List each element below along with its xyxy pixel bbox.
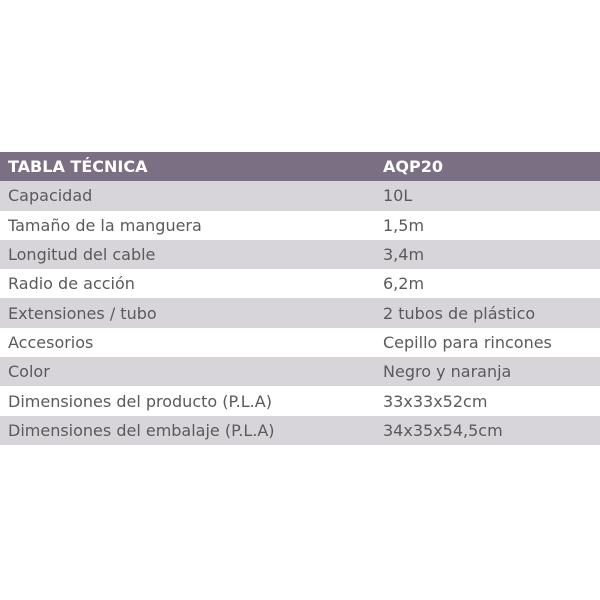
row-label: Color xyxy=(0,357,383,386)
row-value: Cepillo para rincones xyxy=(383,328,600,357)
table-row xyxy=(0,386,600,415)
row-label: Tamaño de la manguera xyxy=(0,211,383,240)
row-label: Capacidad xyxy=(0,181,383,210)
row-value: 1,5m xyxy=(383,211,600,240)
row-label: Dimensiones del embalaje (P.L.A) xyxy=(0,416,383,445)
row-label: Radio de acción xyxy=(0,269,383,298)
row-label: Dimensiones del producto (P.L.A) xyxy=(0,386,383,415)
row-value: 34x35x54,5cm xyxy=(383,416,600,445)
table-row xyxy=(0,240,600,269)
table-row xyxy=(0,298,600,327)
row-value: Negro y naranja xyxy=(383,357,600,386)
row-label: Longitud del cable xyxy=(0,240,383,269)
spec-table-header-row xyxy=(0,152,600,181)
table-row xyxy=(0,416,600,445)
spec-table-header-label: TABLA TÉCNICA xyxy=(0,152,383,181)
row-label: Accesorios xyxy=(0,328,383,357)
spec-table xyxy=(0,152,600,445)
spec-table-header-model: AQP20 xyxy=(383,152,600,181)
table-row xyxy=(0,328,600,357)
row-value: 6,2m xyxy=(383,269,600,298)
row-label: Extensiones / tubo xyxy=(0,298,383,327)
table-row xyxy=(0,211,600,240)
table-row xyxy=(0,181,600,210)
row-value: 2 tubos de plástico xyxy=(383,298,600,327)
row-value: 3,4m xyxy=(383,240,600,269)
row-value: 33x33x52cm xyxy=(383,386,600,415)
table-row xyxy=(0,269,600,298)
row-value: 10L xyxy=(383,181,600,210)
table-row xyxy=(0,357,600,386)
